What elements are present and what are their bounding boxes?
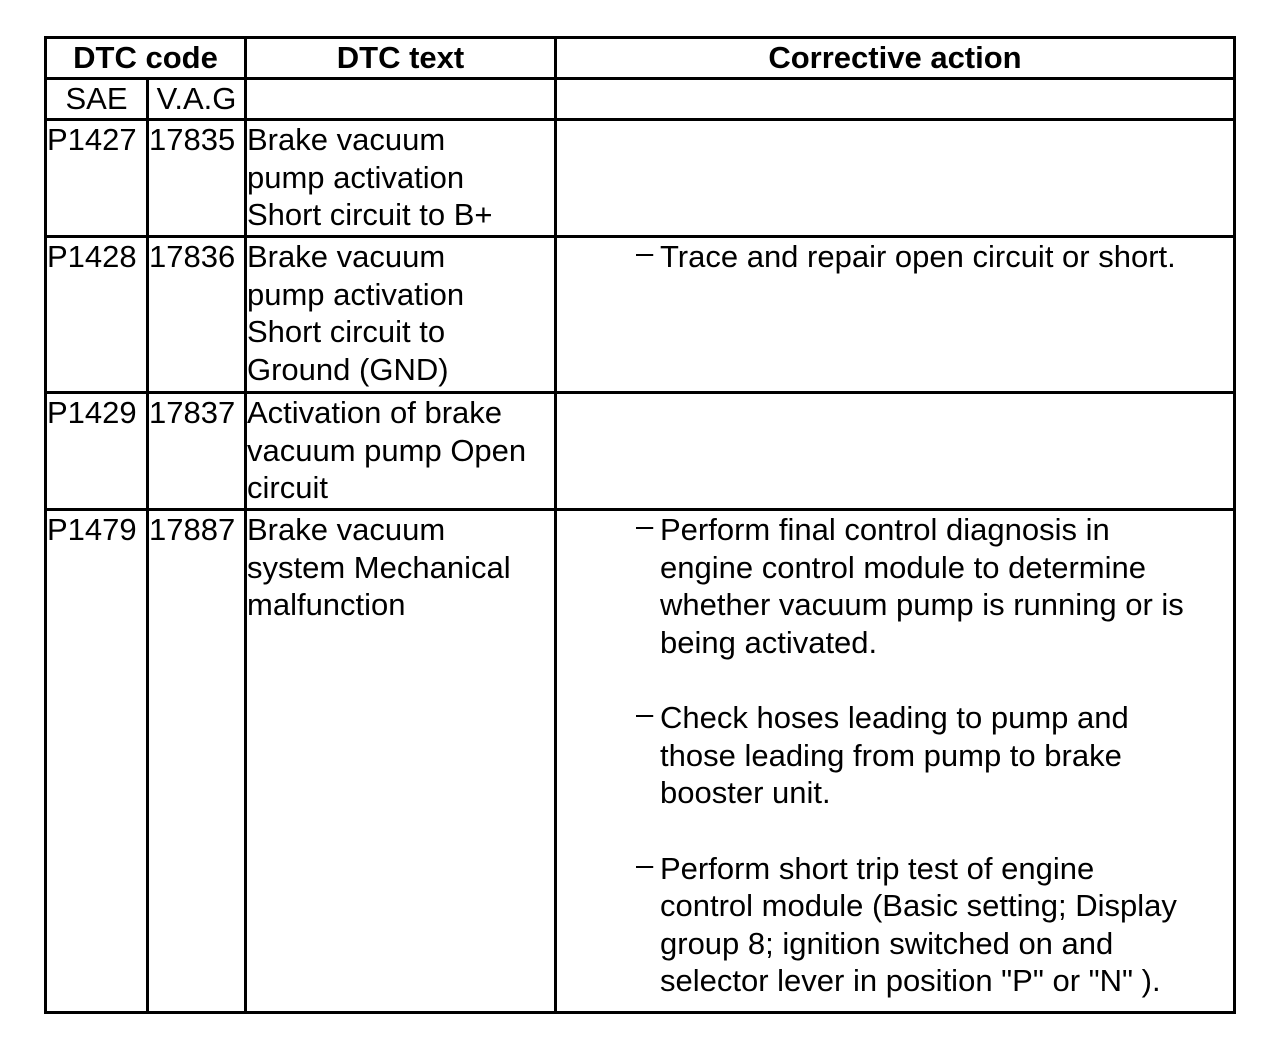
- sae-code: P1479: [46, 510, 148, 1013]
- subheader-blank-action: [556, 79, 1235, 120]
- dash-bullet: –: [636, 508, 654, 543]
- header-row: [46, 38, 1235, 79]
- dtc-text-line: Brake vacuum: [247, 239, 446, 274]
- dtc-text-line: vacuum pump Open: [247, 432, 527, 468]
- header-corrective-action: Corrective action: [556, 38, 1235, 79]
- vag-code: 17837: [148, 393, 246, 510]
- dtc-text-line: pump activation: [247, 159, 465, 195]
- vag-code: 17887: [148, 510, 246, 1013]
- action-item: [557, 696, 1233, 812]
- corrective-action-cell: [556, 510, 1235, 1013]
- sae-code: P1428: [46, 237, 148, 393]
- action-line: control module (Basic setting; Display: [660, 888, 1177, 923]
- sae-code: P1427: [46, 120, 148, 237]
- dash-bullet: –: [636, 696, 654, 731]
- dtc-text-line: pump activation: [247, 276, 465, 312]
- vag-code: 17836: [148, 237, 246, 393]
- dtc-text-line: circuit: [247, 470, 328, 505]
- vag-code: 17835: [148, 120, 246, 237]
- subheader-vag: V.A.G: [148, 79, 246, 120]
- dtc-text: [246, 237, 556, 393]
- action-line: Trace and repair open circuit or short.: [660, 239, 1176, 274]
- action-line: whether vacuum pump is running or is: [660, 587, 1184, 622]
- action-line: booster unit.: [660, 775, 831, 810]
- action-line: Check hoses leading to pump and: [660, 700, 1129, 735]
- dtc-text-line: Ground (GND): [247, 351, 449, 387]
- dtc-text-line: Activation of brake: [247, 395, 503, 430]
- action-line: selector lever in position "P" or "N" ).: [660, 963, 1161, 998]
- dtc-text: [246, 120, 556, 237]
- table-row: [46, 120, 1235, 237]
- dtc-text-line: system Mechanical: [247, 549, 511, 585]
- action-item: [557, 235, 1233, 276]
- header-dtc-code: DTC code: [46, 38, 246, 79]
- action-line: Perform final control diagnosis in: [660, 512, 1110, 547]
- action-item: [557, 508, 1233, 661]
- table-row: [46, 237, 1235, 393]
- dtc-table: [44, 36, 1236, 1014]
- dtc-text-line: Short circuit to B+: [247, 197, 493, 232]
- spacer: [557, 812, 1233, 850]
- header-dtc-text: DTC text: [246, 38, 556, 79]
- action-item: [557, 846, 1233, 1000]
- subheader-blank-text: [246, 79, 556, 120]
- dtc-text: [246, 393, 556, 510]
- dtc-text: [246, 510, 556, 1013]
- corrective-action-cell: [556, 393, 1235, 510]
- action-line: being activated.: [660, 624, 878, 660]
- dtc-text-line: Brake vacuum: [247, 122, 446, 157]
- action-line: Perform short trip test of engine: [660, 850, 1095, 886]
- sae-code: P1429: [46, 393, 148, 510]
- table-row: [46, 510, 1235, 1013]
- subheader-sae: SAE: [46, 79, 148, 120]
- action-line: engine control module to determine: [660, 549, 1146, 585]
- dtc-text-line: Short circuit to: [247, 314, 446, 349]
- corrective-action-cell: [556, 237, 1235, 393]
- dtc-text-line: Brake vacuum: [247, 512, 446, 547]
- table-row: [46, 393, 1235, 510]
- dash-bullet: –: [636, 846, 654, 882]
- action-line: group 8; ignition switched on and: [660, 925, 1114, 961]
- subheader-row: [46, 79, 1235, 120]
- spacer: [557, 661, 1233, 699]
- action-line: those leading from pump to brake: [660, 737, 1122, 773]
- dash-bullet: –: [636, 235, 654, 270]
- dtc-text-line: malfunction: [247, 587, 406, 622]
- corrective-action-cell: [556, 120, 1235, 237]
